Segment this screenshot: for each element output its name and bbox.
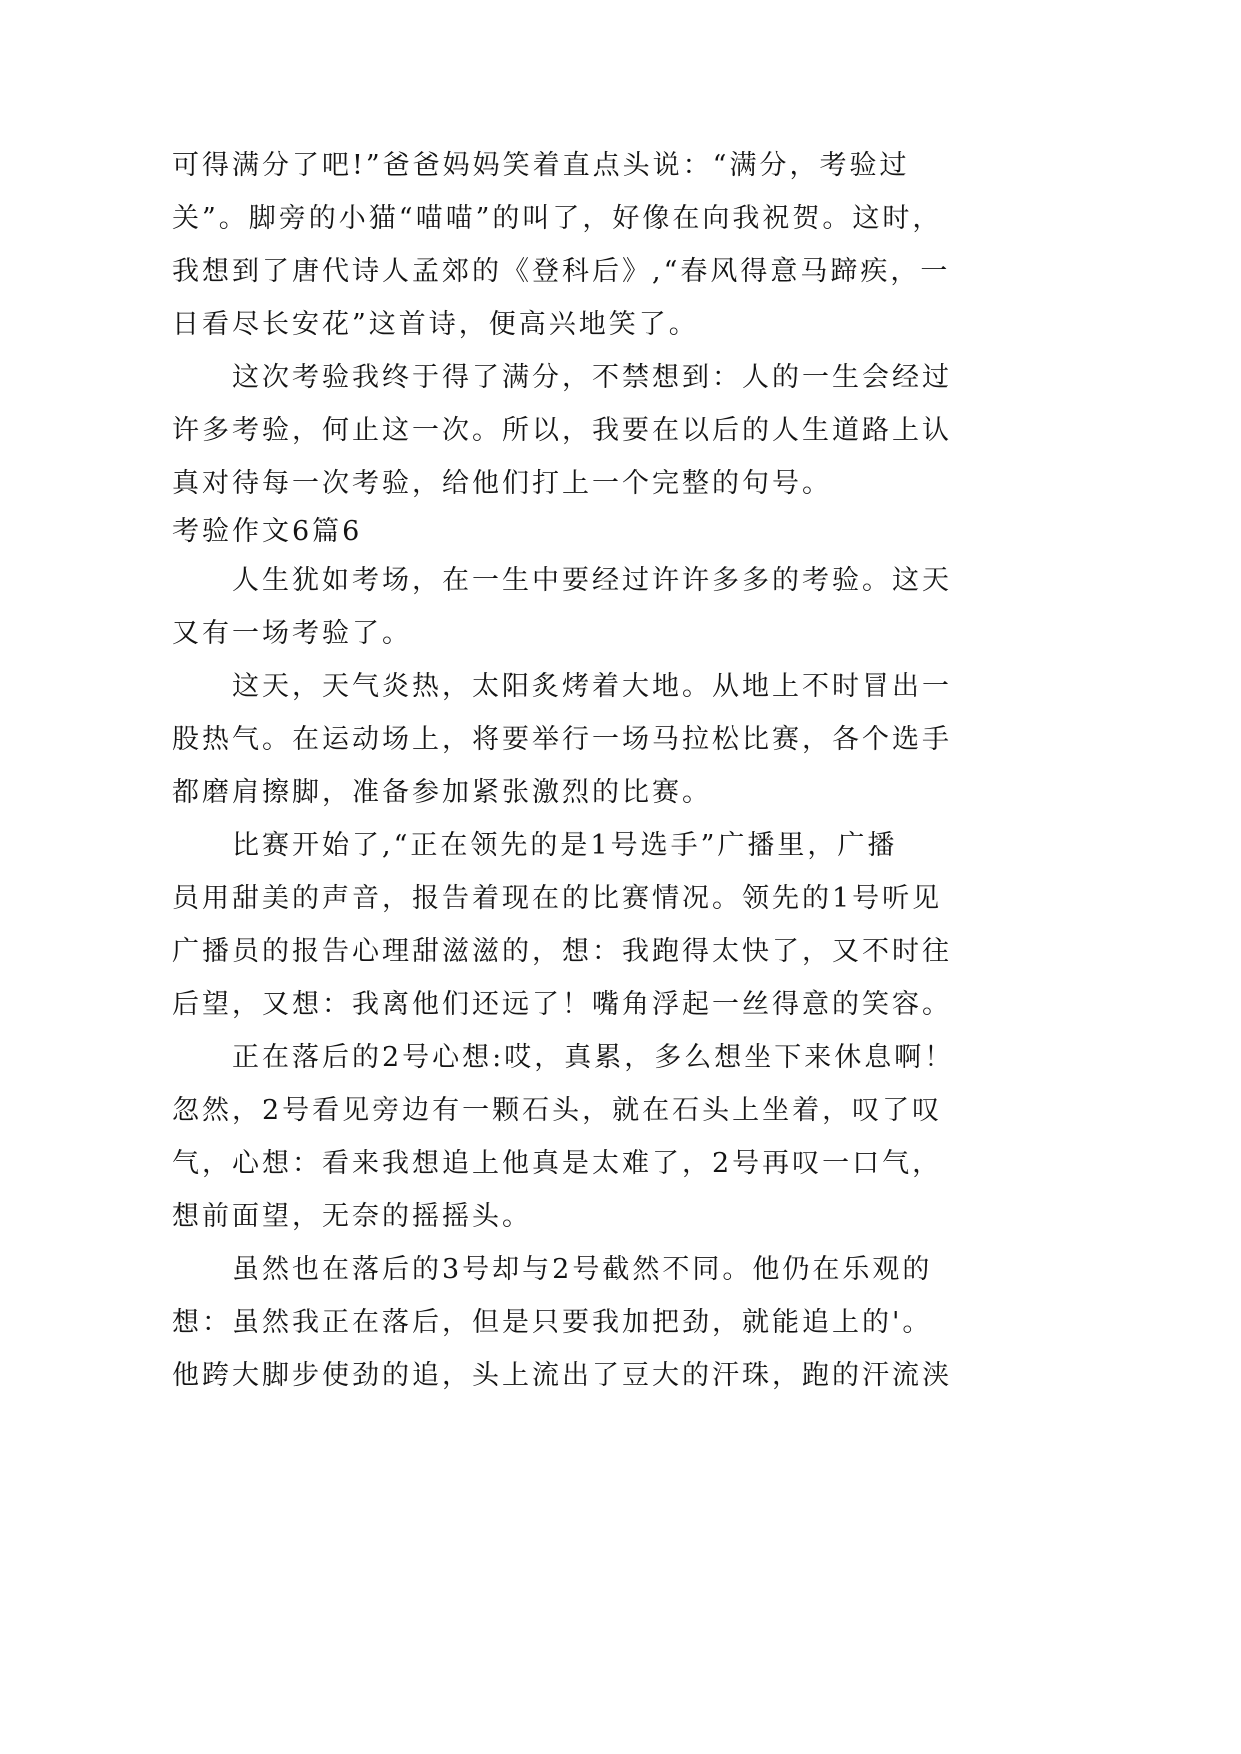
paragraph-continued bbox=[172, 139, 1241, 351]
text-line: 可得满分了吧!”爸爸妈妈笑着直点头说：“满分，考验过 bbox=[172, 150, 910, 181]
paragraph bbox=[172, 660, 1241, 819]
text-line: 后望，又想：我离他们还远了！嘴角浮起一丝得意的笑容。 bbox=[172, 989, 952, 1020]
text-line: 广播员的报告心理甜滋滋的，想：我跑得太快了，又不时往 bbox=[172, 936, 952, 967]
text-line: 虽然也在落后的3号却与2号截然不同。他仍在乐观的 bbox=[232, 1254, 933, 1285]
text-line: 我想到了唐代诗人孟郊的《登科后》,“春风得意马蹄疾，一 bbox=[172, 256, 951, 287]
text-line: 都磨肩擦脚，准备参加紧张激烈的比赛。 bbox=[172, 777, 712, 808]
paragraph bbox=[172, 554, 1241, 660]
text-line: 正在落后的2号心想:哎，真累，多么想坐下来休息啊！ bbox=[232, 1042, 955, 1073]
paragraph bbox=[172, 1031, 1241, 1243]
text-line: 股热气。在运动场上，将要举行一场马拉松比赛，各个选手 bbox=[172, 724, 952, 755]
text-line: 气，心想：看来我想追上他真是太难了，2号再叹一口气， bbox=[172, 1148, 943, 1179]
text-line: 想前面望，无奈的摇摇头。 bbox=[172, 1201, 532, 1232]
section-title: 考验作文6篇6 bbox=[172, 516, 363, 547]
text-line: 真对待每一次考验，给他们打上一个完整的句号。 bbox=[172, 468, 832, 499]
text-line: 人生犹如考场，在一生中要经过许许多多的考验。这天 bbox=[232, 565, 952, 596]
text-line: 比赛开始了,“正在领先的是1号选手”广播里，广播 bbox=[232, 830, 898, 861]
text-line: 想：虽然我正在落后，但是只要我加把劲，就能追上的'。 bbox=[172, 1307, 933, 1338]
paragraph bbox=[172, 819, 1241, 1031]
text-line: 日看尽长安花”这首诗，便高兴地笑了。 bbox=[172, 309, 699, 340]
text-line: 他跨大脚步使劲的追，头上流出了豆大的汗珠，跑的汗流浃 bbox=[172, 1360, 952, 1391]
paragraph bbox=[172, 1243, 1241, 1402]
text-line: 忽然，2号看见旁边有一颗石头，就在石头上坐着，叹了叹 bbox=[172, 1095, 943, 1126]
text-line: 又有一场考验了。 bbox=[172, 618, 412, 649]
text-line: 这次考验我终于得了满分，不禁想到：人的一生会经过 bbox=[232, 362, 952, 393]
paragraph bbox=[172, 351, 1241, 510]
text-line: 员用甜美的声音，报告着现在的比赛情况。领先的1号听见 bbox=[172, 883, 943, 914]
text-line: 这天，天气炎热，太阳炙烤着大地。从地上不时冒出一 bbox=[232, 671, 952, 702]
text-line: 许多考验，何止这一次。所以，我要在以后的人生道路上认 bbox=[172, 415, 952, 446]
text-line: 关”。脚旁的小猫“喵喵”的叫了，好像在向我祝贺。这时， bbox=[172, 203, 943, 234]
